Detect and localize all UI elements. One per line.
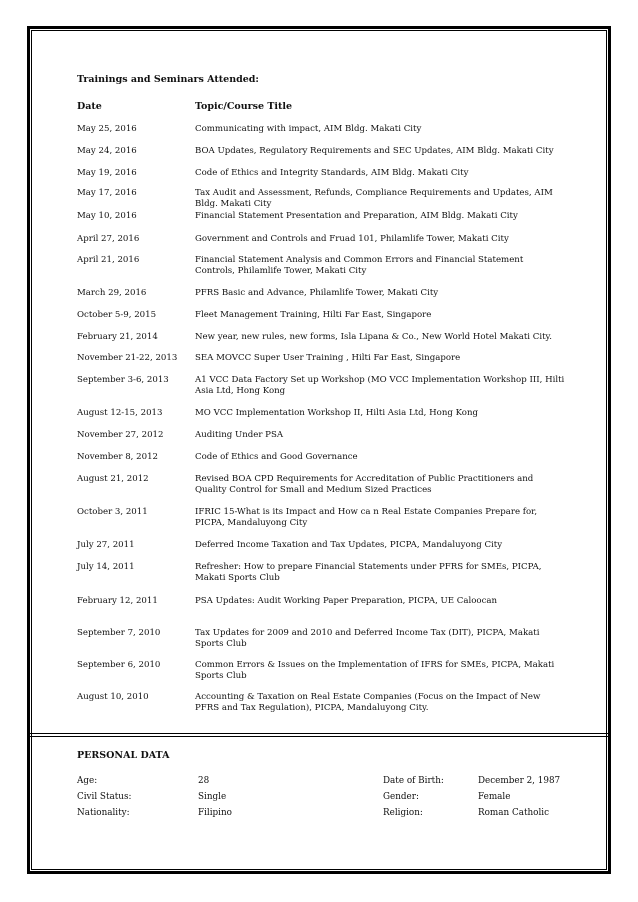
training-topic: Government and Controls and Fruad 101, Philamlife Tower, Makati City (195, 234, 509, 244)
training-date: November 8, 2012 (77, 452, 159, 462)
training-topic: Financial Statement Analysis and Common Errors and Financial Statement Controls, Philamlife Tower, Makati City (195, 255, 524, 276)
religion-value: Roman Catholic (478, 808, 549, 818)
training-date: September 3-6, 2013 (77, 375, 169, 385)
training-topic: Fleet Management Training, Hilti Far East, Singapore (195, 310, 432, 320)
training-topic: Code of Ethics and Integrity Standards, AIM Bldg. Makati City (195, 168, 469, 178)
section-divider (27, 733, 611, 737)
training-topic: PSA Updates: Audit Working Paper Preparation, PICPA, UE Caloocan (195, 596, 498, 606)
training-topic: Code of Ethics and Good Governance (195, 452, 358, 462)
training-date: October 3, 2011 (77, 507, 148, 517)
training-topic: Common Errors & Issues on the Implementation of IFRS for SMEs, PICPA, Makati Sports Club (195, 660, 555, 681)
training-topic: Auditing Under PSA (195, 430, 284, 440)
training-date: May 24, 2016 (77, 146, 137, 156)
training-topic: A1 VCC Data Factory Set up Workshop (MO VCC Implementation Workshop III, Hilti Asia Ltd, Hong Kong (195, 375, 565, 396)
training-date: October 5-9, 2015 (77, 310, 157, 320)
training-date: May 10, 2016 (77, 211, 137, 221)
nationality-value: Filipino (198, 808, 232, 818)
training-date: April 21, 2016 (77, 255, 140, 265)
training-date: August 10, 2010 (77, 692, 149, 702)
training-date: May 25, 2016 (77, 124, 137, 134)
age-value: 28 (198, 776, 210, 786)
training-topic: Accounting & Taxation on Real Estate Companies (Focus on the Impact of New PFRS and Tax Regulation), PICPA, Mandaluyong City. (195, 692, 541, 713)
training-topic: Tax Updates for 2009 and 2010 and Deferred Income Tax (DIT), PICPA, Makati Sports Club (195, 628, 540, 649)
training-topic: MO VCC Implementation Workshop II, Hilti Asia Ltd, Hong Kong (195, 408, 478, 418)
training-topic: Revised BOA CPD Requirements for Accreditation of Public Practitioners and Quality Control for Small and Medium Sized Practices (195, 474, 534, 495)
civil-status-label: Civil Status: (77, 792, 132, 802)
training-topic: Communicating with impact, AIM Bldg. Makati City (195, 124, 422, 134)
age-label: Age: (77, 776, 98, 786)
training-date: April 27, 2016 (77, 234, 140, 244)
religion-label: Religion: (383, 808, 423, 818)
training-topic: IFRIC 15-What is its Impact and How ca n Real Estate Companies Prepare for, PICPA, Mandaluyong City (195, 507, 538, 528)
training-date: November 21-22, 2013 (77, 353, 178, 363)
training-date: September 7, 2010 (77, 628, 161, 638)
training-topic: PFRS Basic and Advance, Philamlife Tower, Makati City (195, 288, 439, 298)
training-date: May 17, 2016 (77, 188, 137, 198)
gender-label: Gender: (383, 792, 419, 802)
training-date: May 19, 2016 (77, 168, 137, 178)
training-date: August 12-15, 2013 (77, 408, 163, 418)
training-date: February 21, 2014 (77, 332, 158, 342)
training-topic: SEA MOVCC Super User Training , Hilti Far East, Singapore (195, 353, 461, 363)
gender-value: Female (478, 792, 511, 802)
training-topic: Deferred Income Taxation and Tax Updates, PICPA, Mandaluyong City (195, 540, 503, 550)
dob-value: December 2, 1987 (478, 776, 561, 786)
topic-column-header: Topic/Course Title (195, 101, 293, 112)
training-date: September 6, 2010 (77, 660, 161, 670)
training-date: July 27, 2011 (77, 540, 135, 550)
training-topic: Tax Audit and Assessment, Refunds, Compliance Requirements and Updates, AIM Bldg. Makati City (195, 188, 553, 209)
training-date: November 27, 2012 (77, 430, 164, 440)
dob-label: Date of Birth: (383, 776, 444, 786)
training-topic: Refresher: How to prepare Financial Statements under PFRS for SMEs, PICPA, Makati Sports Club (195, 562, 542, 583)
date-column-header: Date (77, 101, 102, 112)
nationality-label: Nationality: (77, 808, 130, 818)
trainings-title: Trainings and Seminars Attended: (77, 74, 259, 85)
civil-status-value: Single (198, 792, 227, 802)
training-date: February 12, 2011 (77, 596, 158, 606)
training-topic: New year, new rules, new forms, Isla Lipana & Co., New World Hotel Makati City. (195, 332, 552, 342)
personal-data-title: PERSONAL DATA (77, 750, 170, 761)
training-topic: Financial Statement Presentation and Preparation, AIM Bldg. Makati City (195, 211, 518, 221)
training-date: March 29, 2016 (77, 288, 147, 298)
training-date: August 21, 2012 (77, 474, 149, 484)
training-topic: BOA Updates, Regulatory Requirements and SEC Updates, AIM Bldg. Makati City (195, 146, 554, 156)
training-date: July 14, 2011 (77, 562, 135, 572)
